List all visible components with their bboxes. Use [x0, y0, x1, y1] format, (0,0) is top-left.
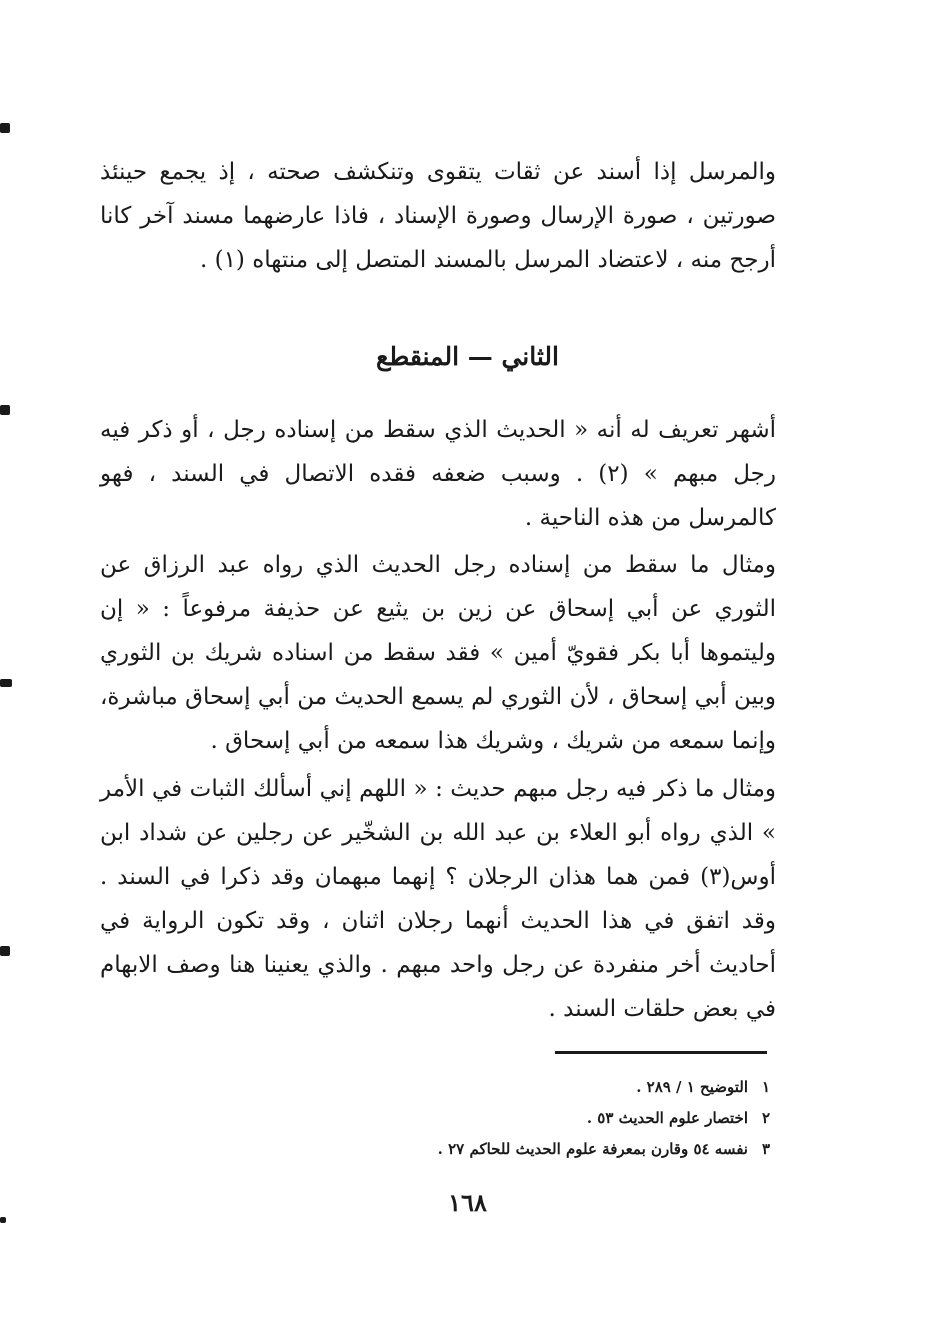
- page-number: ١٦٨: [448, 1188, 487, 1217]
- footnote-text: اختصار علوم الحديث ٥٣ .: [586, 1109, 748, 1127]
- scan-margin-mark: [0, 946, 10, 956]
- paragraph-mursal: والمرسل إذا أسند عن ثقات يتقوى وتنكشف صحته ، إذ يجمع حينئذ صورتين ، صورة الإرسال وصورة الإسناد ، فاذا عارضهما مسند آخر كانا أرجح منه ، لاعتضاد المرسل بالمسند المتصل إلى منتهاه (١) .: [100, 159, 776, 273]
- footnote-divider: [555, 1051, 767, 1054]
- footnote-number: ٣: [761, 1140, 770, 1158]
- scan-margin-mark: [0, 679, 12, 687]
- footnote-number: ٢: [761, 1109, 770, 1127]
- paragraph-example-omitted: ومثال ما سقط من إسناده رجل الحديث الذي رواه عبد الرزاق عن الثوري عن أبي إسحاق عن زين بن يثيع عن حذيفة مرفوعاً : « إن وليتموها أبا بكر فقويّ أمين » فقد سقط من اسناده شريك بن الثوري وبين أبي إسحاق ، لأن الثوري لم يسمع الحديث من أبي إسحاق مباشرة، وإنما سمعه من شريك ، وشريك هذا سمعه من أبي إسحاق .: [100, 552, 776, 754]
- footnote-text: التوضيح ١ / ٢٨٩ .: [636, 1078, 748, 1096]
- scan-margin-mark: [0, 123, 10, 133]
- scan-margin-mark: [0, 1217, 6, 1223]
- footnote: [300, 1134, 770, 1165]
- paragraph-definition: أشهر تعريف له أنه « الحديث الذي سقط من إسناده رجل ، أو ذكر فيه رجل مبهم » (٢) . وسبب ضعفه فقده الاتصال في السند ، فهو كالمرسل من هذه الناحية .: [100, 417, 777, 531]
- paragraph-example-vague: ومثال ما ذكر فيه رجل مبهم حديث : « اللهم إني أسألك الثبات في الأمر » الذي رواه أبو العلاء بن عبد الله بن الشخّير عن رجلين عن شداد ابن أوس(٣) فمن هما هذان الرجلان ؟ إنهما مبهمان وقد ذكرا في السند . وقد اتفق في هذا الحديث أنهما رجلان اثنان ، وقد تكون الرواية في أحاديث أخر منفردة عن رجل واحد مبهم . والذي يعنينا هنا وصف الابهام في بعض حلقات السند .: [100, 776, 776, 1022]
- footnote: [300, 1103, 770, 1134]
- footnote-text: نفسه ٥٤ وقارن بمعرفة علوم الحديث للحاكم ٢٧ .: [437, 1140, 748, 1158]
- footnote: [300, 1072, 770, 1103]
- footnote-number: ١: [761, 1078, 770, 1096]
- scan-margin-mark: [0, 405, 10, 415]
- footnotes-list: [300, 1072, 770, 1165]
- section-heading: الثاني — المنقطع: [376, 342, 559, 371]
